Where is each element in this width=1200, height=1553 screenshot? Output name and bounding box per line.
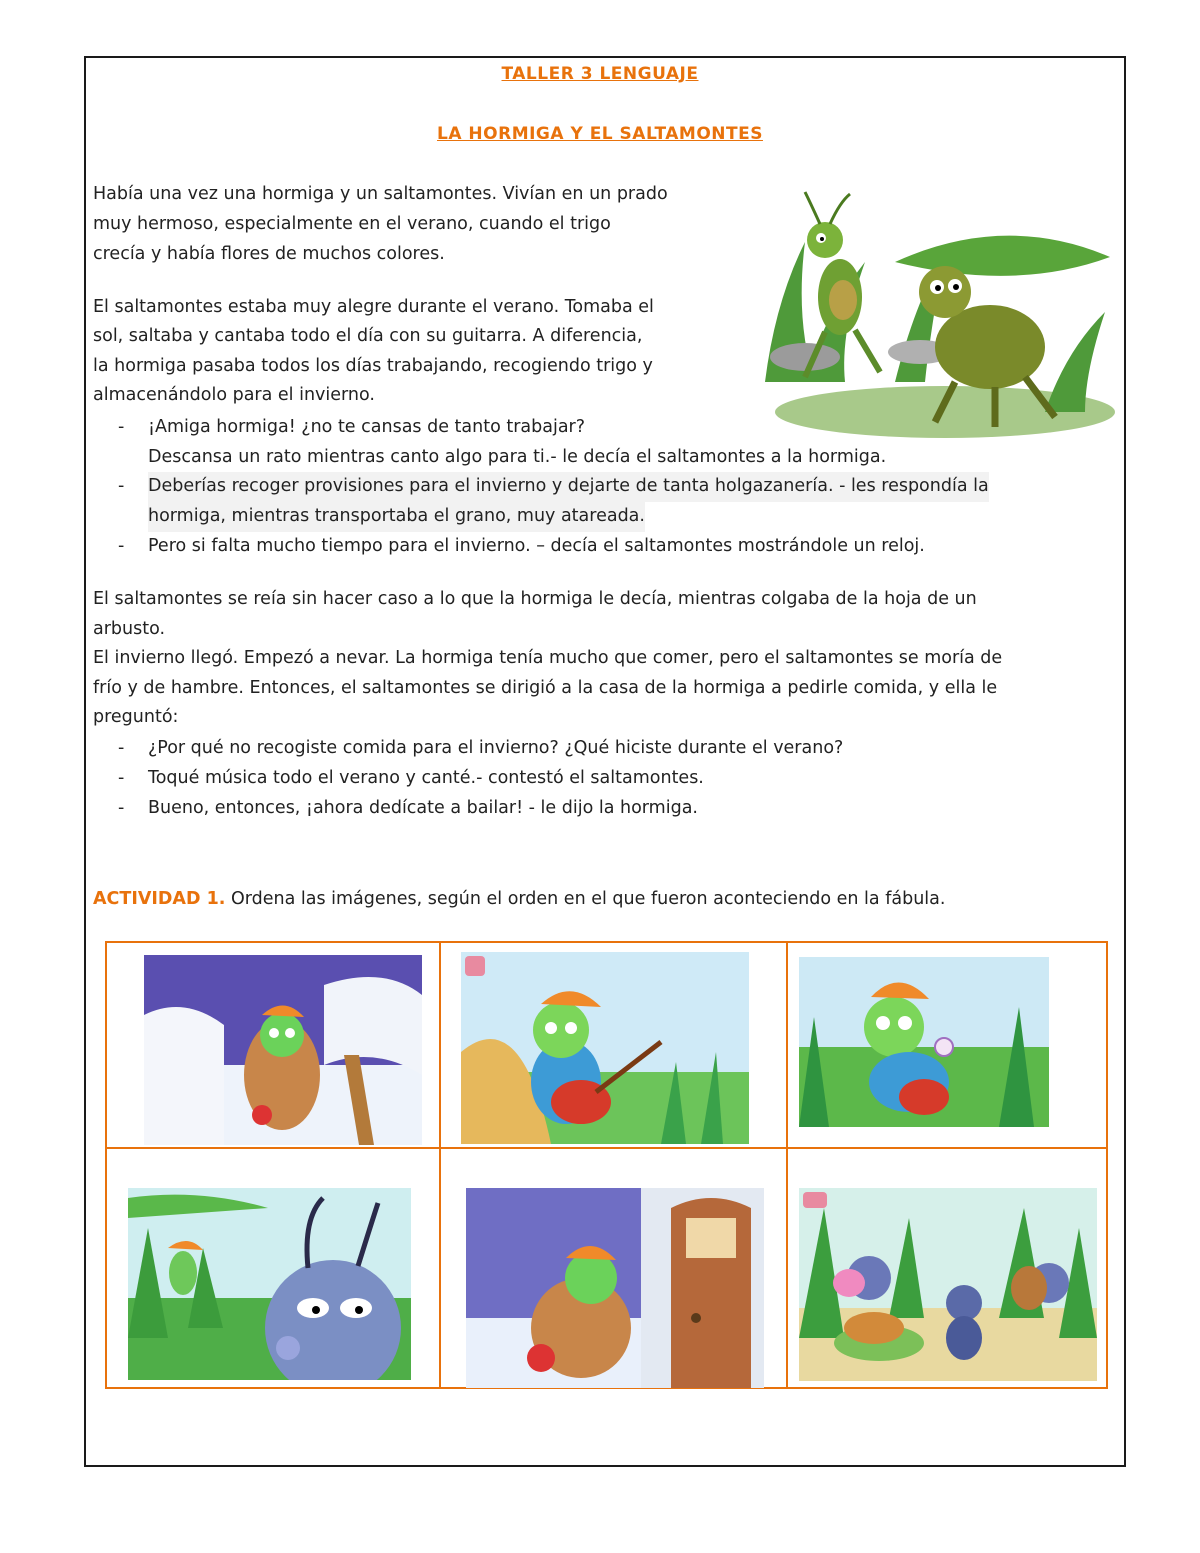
dialogue-line: Toqué música todo el verano y canté.- contestó el saltamontes. (148, 768, 704, 788)
story-paragraph-line: Había una vez una hormiga y un saltamontes. Vivían en un prado (93, 184, 668, 204)
story-paragraph-line: El saltamontes se reía sin hacer caso a lo que la hormiga le decía, mientras colgaba de la hoja de un (93, 589, 977, 609)
story-title: LA HORMIGA Y EL SALTAMONTES (437, 124, 763, 144)
list-dash: - (118, 536, 125, 556)
activity-label: ACTIVIDAD 1. (93, 889, 226, 909)
story-paragraph-line: crecía y había flores de muchos colores. (93, 244, 445, 264)
grasshopper-ant-illustration (745, 182, 1117, 438)
scene-ant-hanging-grasshopper-image[interactable] (128, 1188, 411, 1380)
scene-grasshopper-guitar-image[interactable] (461, 952, 749, 1144)
story-paragraph-line: sol, saltaba y cantaba todo el día con su guitarra. A diferencia, (93, 326, 643, 346)
story-paragraph-line: arbusto. (93, 619, 166, 639)
story-paragraph-line: El saltamontes estaba muy alegre durante el verano. Tomaba el (93, 297, 654, 317)
dialogue-line: Deberías recoger provisiones para el invierno y dejarte de tanta holgazanería. - les respondía la (148, 472, 989, 502)
scene-grasshopper-clock-image[interactable] (799, 957, 1049, 1127)
dialogue-line: Descansa un rato mientras canto algo para ti.- le decía el saltamontes a la hormiga. (148, 447, 887, 467)
scene-grasshopper-at-door-image[interactable] (466, 1188, 764, 1388)
dialogue-line: Pero si falta mucho tiempo para el invierno. – decía el saltamontes mostrándole un reloj. (148, 536, 925, 556)
scene-winter-grasshopper-image[interactable] (144, 955, 422, 1145)
list-dash: - (118, 738, 125, 758)
list-dash: - (118, 476, 125, 496)
dialogue-line: ¿Por qué no recogiste comida para el invierno? ¿Qué hiciste durante el verano? (148, 738, 844, 758)
list-dash: - (118, 768, 125, 788)
dialogue-line: ¡Amiga hormiga! ¿no te cansas de tanto trabajar? (148, 417, 586, 437)
worksheet-title: TALLER 3 LENGUAJE (501, 64, 699, 84)
story-paragraph-line: la hormiga pasaba todos los días trabajando, recogiendo trigo y (93, 356, 653, 376)
story-paragraph-line: almacenándolo para el invierno. (93, 385, 375, 405)
activity-instruction (93, 885, 945, 915)
story-paragraph-line: frío y de hambre. Entonces, el saltamontes se dirigió a la casa de la hormiga a pedirle comida, y ella le (93, 678, 998, 698)
list-dash: - (118, 417, 125, 437)
dialogue-line: Bueno, entonces, ¡ahora dedícate a bailar! - le dijo la hormiga. (148, 798, 698, 818)
story-paragraph-line: preguntó: (93, 707, 179, 727)
scene-ants-carrying-food-image[interactable] (799, 1188, 1097, 1381)
story-paragraph-line: El invierno llegó. Empezó a nevar. La hormiga tenía mucho que comer, pero el saltamontes se moría de (93, 648, 1003, 668)
activity-text: Ordena las imágenes, según el orden en el que fueron aconteciendo en la fábula. (225, 889, 946, 909)
story-paragraph-line: muy hermoso, especialmente en el verano, cuando el trigo (93, 214, 611, 234)
list-dash: - (118, 798, 125, 818)
dialogue-line: hormiga, mientras transportaba el grano, muy atareada. (148, 502, 645, 532)
